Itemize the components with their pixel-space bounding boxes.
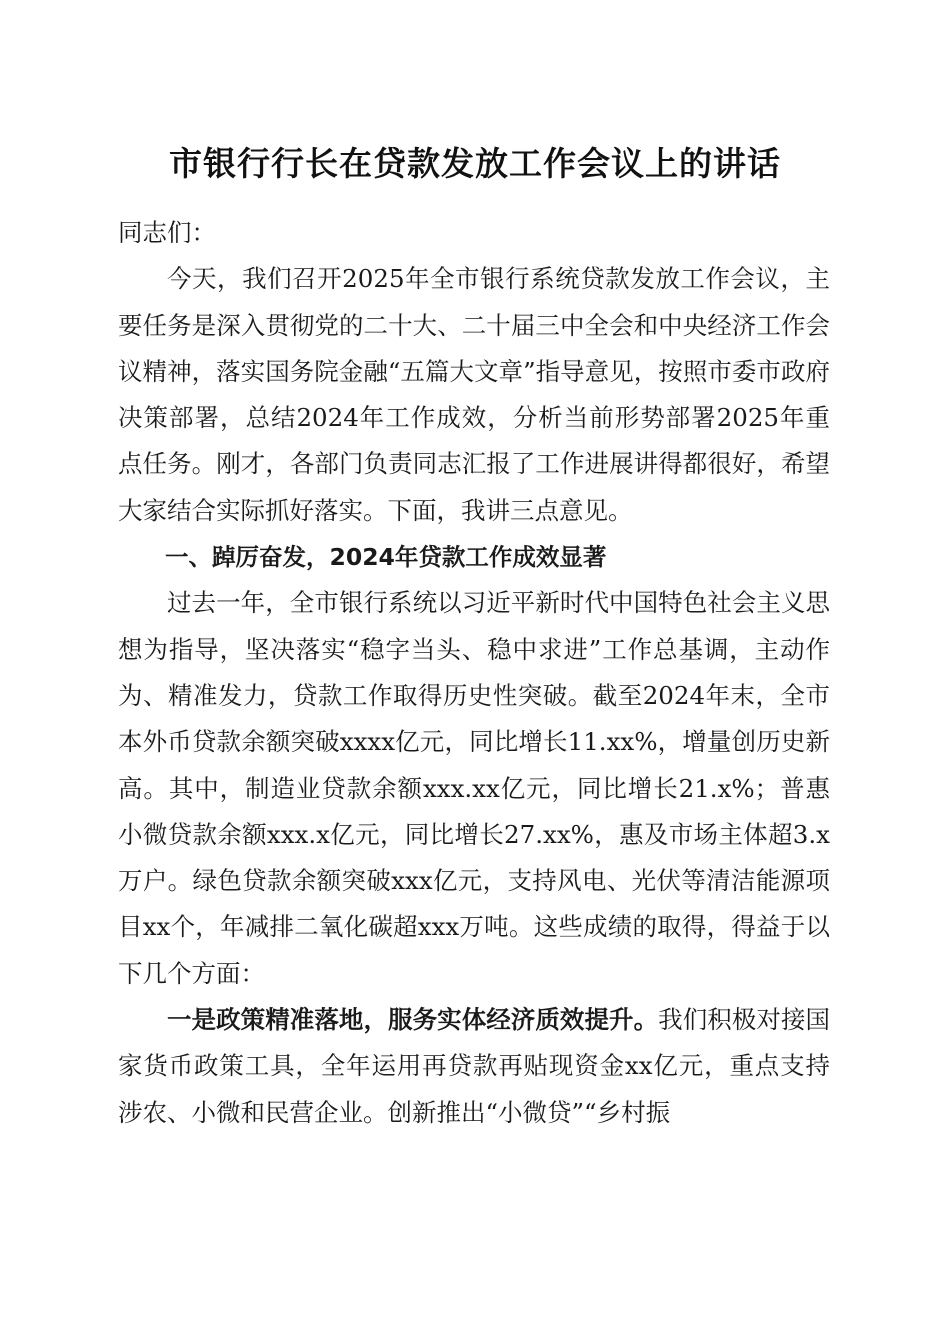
section-1-paragraph: 过去一年，全市银行系统以习近平新时代中国特色社会主义思想为指导，坚决落实“稳字当头、稳中求进”工作总基调，主动作为、精准发力，贷款工作取得历史性突破。截至2024年末，全市本外币贷款余额突破xxxx亿元，同比增长11.xx%，增量创历史新高。其中，制造业贷款余额xxx.xx亿元，同比增长21.x%；普惠小微贷款余额xxx.x亿元，同比增长27.xx%，惠及市场主体超3.x万户。绿色贷款余额突破xxx亿元，支持风电、光伏等清洁能源项目xx个，年减排二氧化碳超xxx万吨。这些成绩的取得，得益于以下几个方面：: [118, 588, 830, 988]
section-heading-1: 一、踔厉奋发，2024年贷款工作成效显著: [165, 543, 607, 572]
document-title: 市银行行长在贷款发放工作会议上的讲话: [169, 144, 781, 183]
salutation: 同志们：: [118, 218, 216, 247]
document-body: [118, 210, 830, 1136]
point-1-paragraph: [118, 997, 830, 1136]
intro-paragraph: 今天，我们召开2025年全市银行系统贷款发放工作会议，主要任务是深入贯彻党的二十大、二十届三中全会和中央经济工作会议精神，落实国务院金融“五篇大文章”指导意见，按照市委市政府决策部署，总结2024年工作成效，分析当前形势部署2025年重点任务。刚才，各部门负责同志汇报了工作进展讲得都很好，希望大家结合实际抓好落实。下面，我讲三点意见。: [118, 264, 830, 525]
point-1-lead: 一是政策精准落地，服务实体经济质效提升。: [167, 1005, 659, 1035]
point-1-text: 我们积极对接国家货币政策工具，全年运用再贷款再贴现资金xx亿元，重点支持涉农、小微和民营企业。创新推出“小微贷”“乡村振: [118, 1005, 831, 1127]
